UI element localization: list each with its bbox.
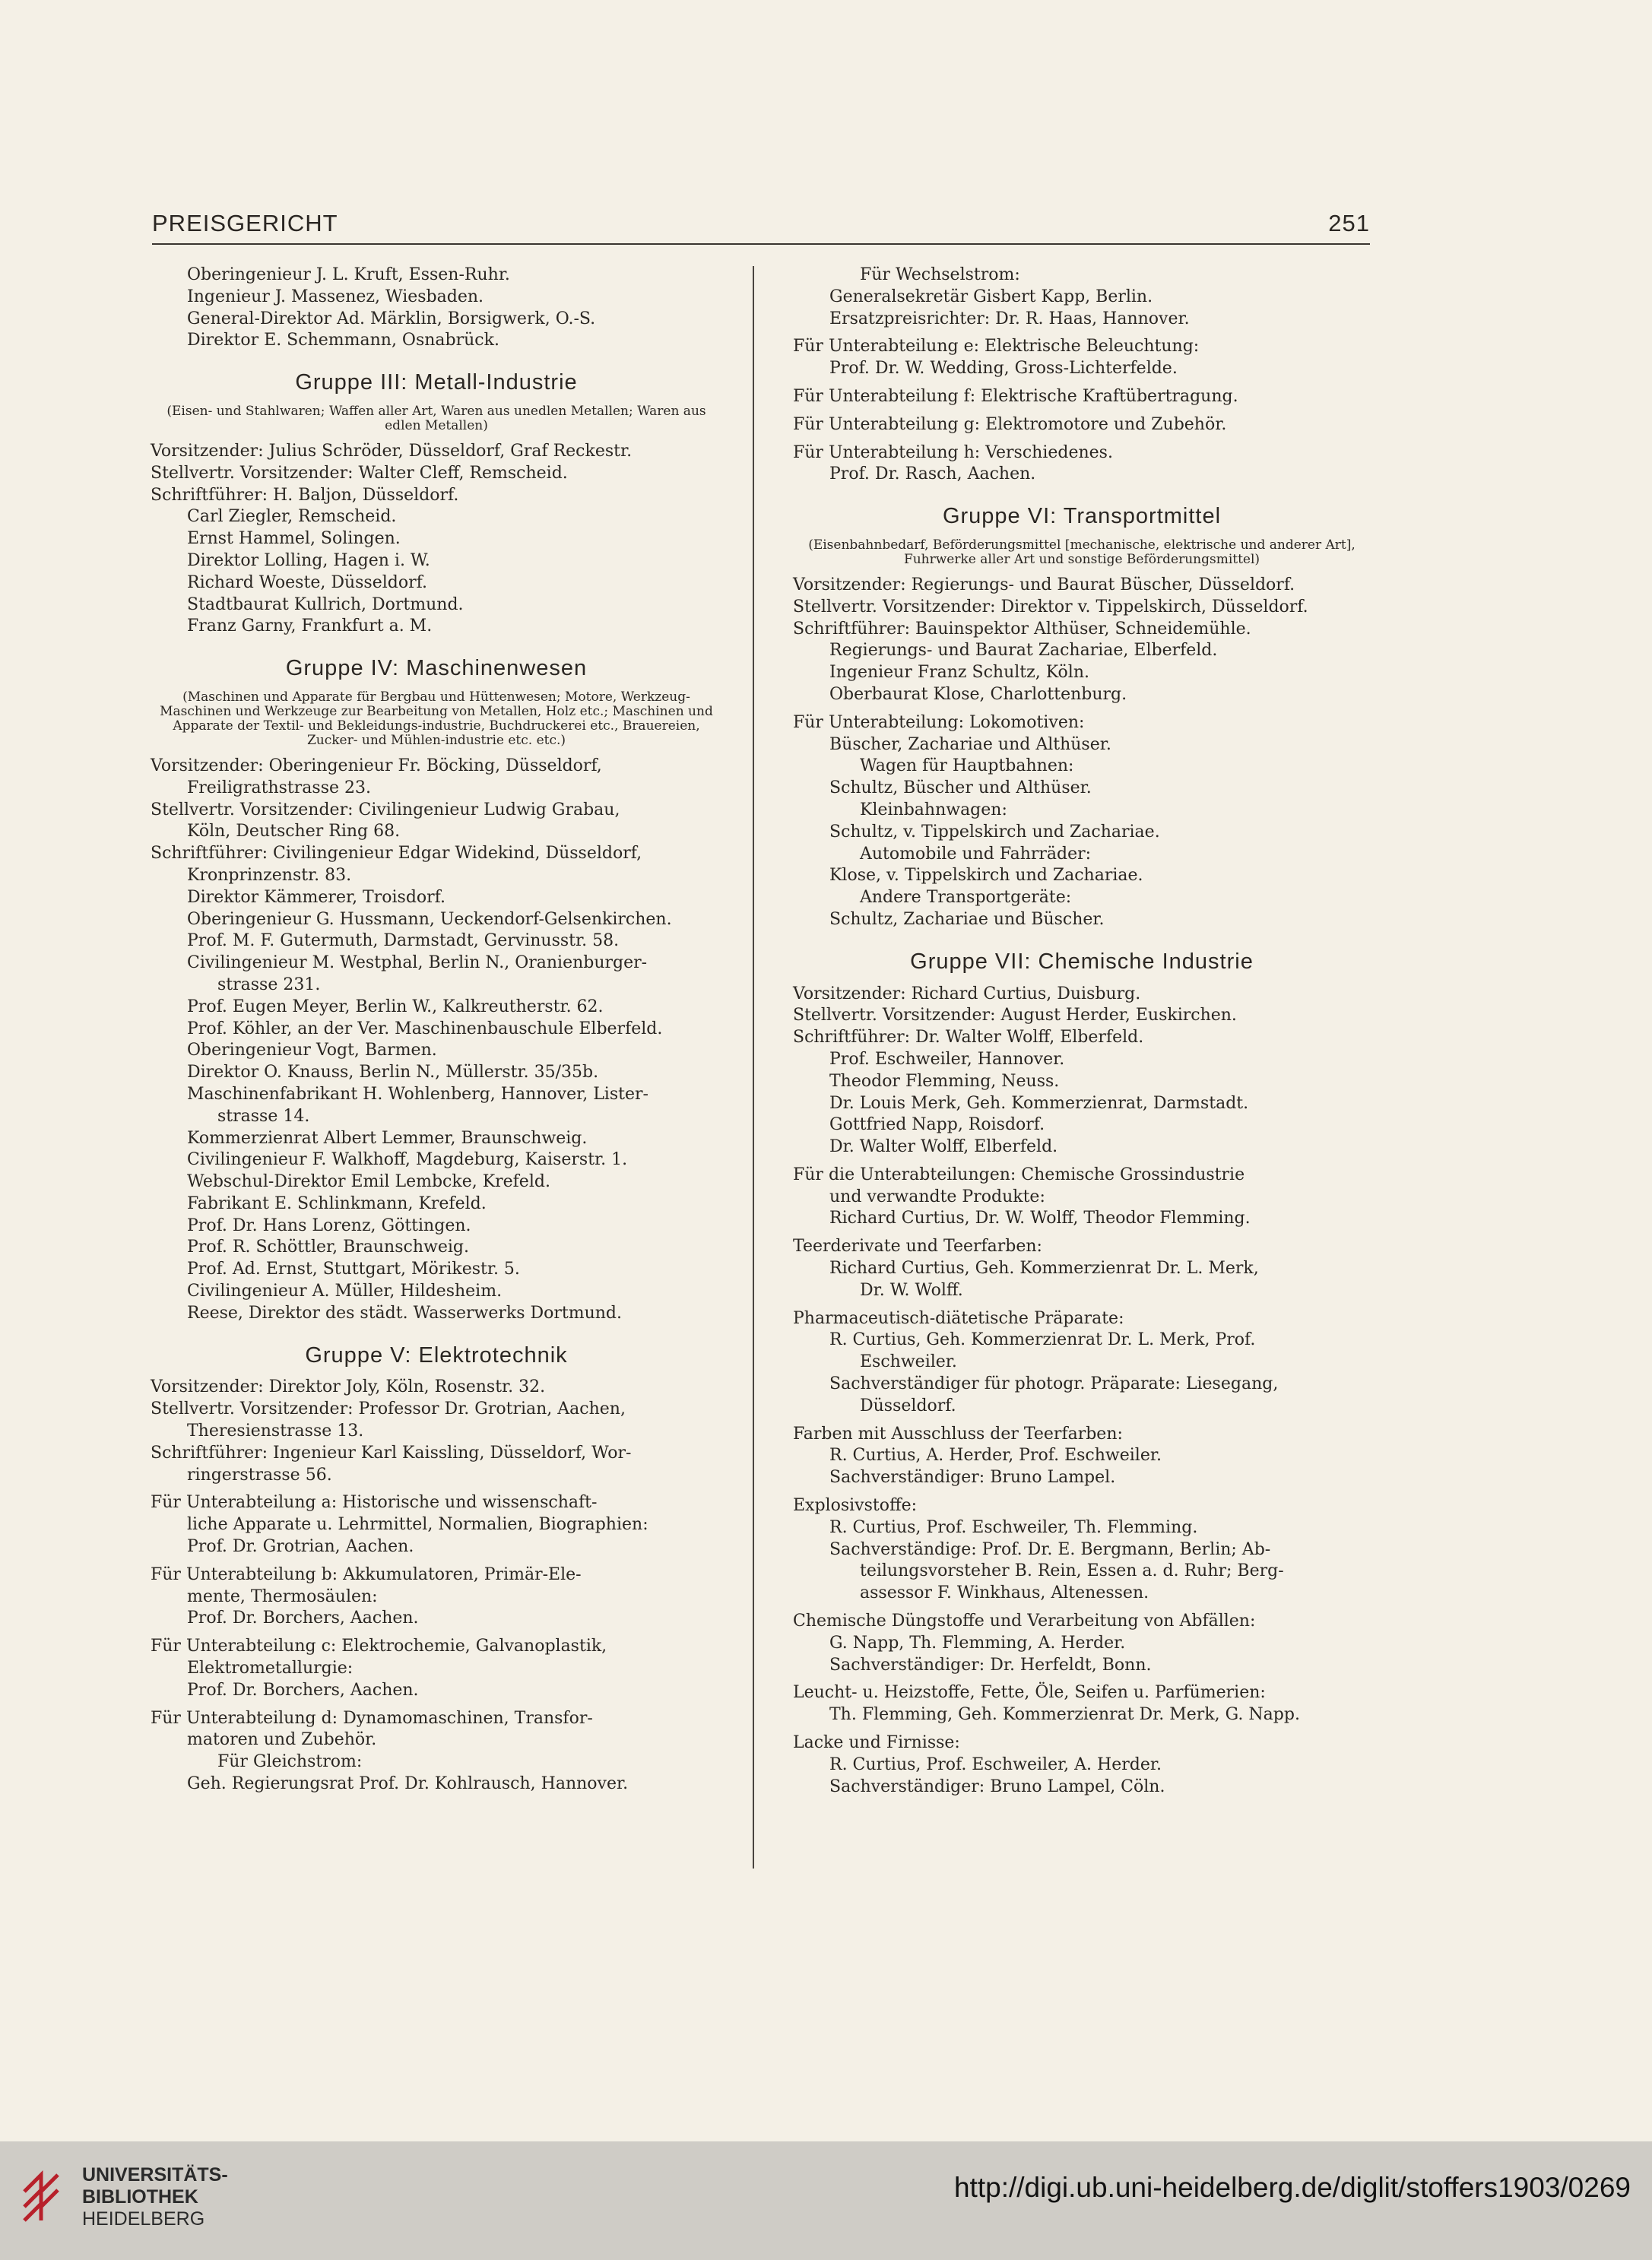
group-heading: Gruppe VI: Transportmittel	[942, 504, 1222, 529]
entry-line: Vorsitzender: Oberingenieur Fr. Böcking, Düsseldorf,	[151, 756, 602, 775]
paragraph-gap	[793, 1726, 1371, 1732]
entry-line: assessor F. Winkhaus, Altenessen.	[860, 1583, 1149, 1603]
entry-line: ringerstrasse 56.	[187, 1465, 332, 1485]
entry-line: Für Unterabteilung a: Historische und wissenschaft-	[151, 1493, 598, 1513]
group-heading: Gruppe III: Metall-Industrie	[295, 370, 578, 395]
entry-line: Köln, Deutscher Ring 68.	[187, 822, 401, 842]
entry-line: Prof. Köhler, an der Ver. Maschinenbauschule Elberfeld.	[187, 1019, 663, 1038]
entry-line: Schultz, v. Tippelskirch und Zachariae.	[829, 822, 1160, 842]
paragraph-gap	[793, 436, 1371, 442]
entry-line: Für Wechselstrom:	[860, 265, 1020, 284]
entry-line: Prof. Dr. Rasch, Aachen.	[829, 464, 1036, 484]
entry-line: Richard Curtius, Geh. Kommerzienrat Dr. L. Merk,	[829, 1259, 1259, 1279]
entry-line: R. Curtius, A. Herder, Prof. Eschweiler.	[829, 1446, 1162, 1466]
entry-line: Für Unterabteilung d: Dynamomaschinen, Transfor-	[151, 1708, 593, 1728]
page-number: 251	[1328, 210, 1370, 236]
paragraph-gap	[793, 706, 1371, 712]
entry-line: Andere Transportgeräte:	[860, 888, 1072, 908]
entry-line: Maschinenfabrikant H. Wohlenberg, Hannover, Lister-	[187, 1084, 648, 1104]
entry-line: Für Unterabteilung b: Akkumulatoren, Primär-Ele-	[151, 1564, 582, 1584]
entry-line: Chemische Düngstoffe und Verarbeitung von Abfällen:	[793, 1612, 1256, 1631]
entry-line: Dr. Walter Wolff, Elberfeld.	[829, 1137, 1058, 1157]
entry-line: Oberingenieur J. L. Kruft, Essen-Ruhr.	[187, 265, 510, 284]
entry-line: Prof. Ad. Ernst, Stuttgart, Mörikestr. 5.	[187, 1260, 520, 1279]
entry-line: Prof. Dr. Grotrian, Aachen.	[187, 1537, 414, 1557]
entry-line: Stellvertr. Vorsitzender: Civilingenieur Ludwig Grabau,	[151, 800, 620, 819]
entry-line: Pharmaceutisch-diätetische Präparate:	[793, 1308, 1124, 1328]
viewer-footer	[0, 2141, 1652, 2260]
entry-line: Prof. Dr. Hans Lorenz, Göttingen.	[187, 1216, 471, 1235]
entry-line: Vorsitzender: Regierungs- und Baurat Büscher, Düsseldorf.	[793, 575, 1295, 594]
entry-line: Ernst Hammel, Solingen.	[187, 529, 401, 549]
entry-line: Explosivstoffe:	[793, 1496, 918, 1516]
paragraph-gap	[793, 1302, 1371, 1308]
entry-line: Farben mit Ausschluss der Teerfarben:	[793, 1424, 1123, 1444]
entry-line: Direktor E. Schemmann, Osnabrück.	[187, 331, 499, 350]
entry-line: Freiligrathstrasse 23.	[187, 778, 371, 797]
entry-line: Civilingenieur M. Westphal, Berlin N., Oranienburger-	[187, 953, 648, 973]
entry-line: Fabrikant E. Schlinkmann, Krefeld.	[187, 1193, 487, 1213]
group-description: (Eisen- und Stahlwaren; Waffen aller Art, Waren aus unedlen Metallen; Waren aus edlen Metallen)	[166, 403, 706, 433]
entry-line: Vorsitzender: Direktor Joly, Köln, Rosenstr. 32.	[151, 1377, 546, 1397]
entry-line: Automobile und Fahrräder:	[860, 844, 1092, 864]
entry-line: Generalsekretär Gisbert Kapp, Berlin.	[829, 287, 1153, 306]
entry-line: Für Unterabteilung g: Elektromotore und Zubehör.	[793, 414, 1227, 434]
group-description: (Maschinen und Apparate für Bergbau und Hüttenwesen; Motore, Werkzeug-Maschinen und Werkzeuge zur Bearbeitung von Metallen, Holz etc.; Maschinen und Apparate der Textil- und Bekleidungs-industrie, Buchdruckerei etc., Brauereien, Zucker- und Mühlen-industrie etc. etc.)	[160, 689, 713, 748]
entry-line: liche Apparate u. Lehrmittel, Normalien, Biographien:	[187, 1515, 648, 1535]
entry-line: Lacke und Firnisse:	[793, 1733, 960, 1753]
entry-line: Für Unterabteilung e: Elektrische Beleuchtung:	[793, 337, 1200, 357]
entry-line: Richard Curtius, Dr. W. Wolff, Theodor Flemming.	[829, 1209, 1251, 1228]
group-description: (Eisenbahnbedarf, Beförderungsmittel [mechanische, elektrische und anderer Art], Fuhrwerke aller Art und sonstige Beförderungsmittel)	[808, 537, 1356, 567]
running-head	[152, 204, 1370, 245]
paragraph-gap	[793, 1159, 1371, 1165]
entry-line: Theresienstrasse 13.	[187, 1422, 364, 1441]
paragraph-gap	[151, 1702, 722, 1708]
entry-line: Leucht- u. Heizstoffe, Fette, Öle, Seifen u. Parfümerien:	[793, 1683, 1266, 1703]
paragraph-gap	[793, 1489, 1371, 1495]
library-line-2: BIBLIOTHEK	[82, 2186, 198, 2208]
entry-line: Oberbaurat Klose, Charlottenburg.	[829, 684, 1127, 704]
entry-line: Ingenieur J. Massenez, Wiesbaden.	[187, 287, 484, 306]
entry-line: Prof. Dr. Borchers, Aachen.	[187, 1609, 419, 1628]
library-line-3: HEIDELBERG	[82, 2208, 205, 2230]
entry-line: mente, Thermosäulen:	[187, 1586, 378, 1606]
left-column	[151, 265, 722, 1796]
entry-line: Prof. Dr. Borchers, Aachen.	[187, 1680, 419, 1700]
entry-line: Für Unterabteilung c: Elektrochemie, Galvanoplastik,	[151, 1637, 607, 1656]
entry-line: Franz Garny, Frankfurt a. M.	[187, 617, 433, 636]
entry-line: Vorsitzender: Richard Curtius, Duisburg.	[793, 984, 1141, 1003]
library-line-1: UNIVERSITÄTS-	[82, 2164, 228, 2186]
entry-line: teilungsvorsteher B. Rein, Essen a. d. Ruhr; Berg-	[860, 1561, 1284, 1581]
entry-line: Schultz, Zachariae und Büscher.	[829, 909, 1105, 929]
entry-line: Oberingenieur Vogt, Barmen.	[187, 1041, 437, 1060]
entry-line: Für die Unterabteilungen: Chemische Grossindustrie	[793, 1165, 1245, 1184]
entry-line: Prof. Eschweiler, Hannover.	[829, 1049, 1065, 1069]
entry-line: Civilingenieur F. Walkhoff, Magdeburg, Kaiserstr. 1.	[187, 1150, 628, 1170]
entry-line: matoren und Zubehör.	[187, 1730, 377, 1750]
entry-line: Ingenieur Franz Schultz, Köln.	[829, 663, 1089, 683]
entry-line: Düsseldorf.	[860, 1396, 956, 1415]
entry-line: Sachverständiger für photogr. Präparate: Liesegang,	[829, 1374, 1279, 1394]
paragraph-gap	[151, 1486, 722, 1492]
entry-line: Stellvertr. Vorsitzender: Walter Cleff, Remscheid.	[151, 463, 568, 483]
group-heading: Gruppe VII: Chemische Industrie	[910, 949, 1254, 974]
entry-line: Eschweiler.	[860, 1352, 957, 1372]
entry-line: Prof. Eugen Meyer, Berlin W., Kalkreutherstr. 62.	[187, 997, 604, 1016]
entry-line: General-Direktor Ad. Märklin, Borsigwerk, O.-S.	[187, 309, 596, 328]
group-heading: Gruppe IV: Maschinenwesen	[285, 656, 588, 681]
entry-line: R. Curtius, Prof. Eschweiler, A. Herder.	[829, 1754, 1162, 1774]
entry-line: Elektrometallurgie:	[187, 1659, 354, 1678]
paragraph-gap	[151, 1630, 722, 1636]
entry-line: Direktor O. Knauss, Berlin N., Müllerstr. 35/35b.	[187, 1063, 599, 1082]
entry-line: Dr. Louis Merk, Geh. Kommerzienrat, Darmstadt.	[829, 1093, 1249, 1113]
entry-line: und verwandte Produkte:	[829, 1187, 1045, 1206]
entry-line: Teerderivate und Teerfarben:	[793, 1237, 1042, 1257]
paragraph-gap	[793, 1418, 1371, 1424]
entry-line: Direktor Lolling, Hagen i. W.	[187, 550, 430, 570]
entry-line: Für Unterabteilung f: Elektrische Kraftübertragung.	[793, 386, 1238, 406]
entry-line: Theodor Flemming, Neuss.	[829, 1071, 1060, 1091]
entry-line: Prof. Dr. W. Wedding, Gross-Lichterfelde.	[829, 359, 1178, 379]
entry-line: Schriftführer: Civilingenieur Edgar Widekind, Düsseldorf,	[151, 844, 642, 864]
entry-line: R. Curtius, Geh. Kommerzienrat Dr. L. Merk, Prof.	[829, 1330, 1256, 1350]
entry-line: Stadtbaurat Kullrich, Dortmund.	[187, 594, 464, 614]
entry-line: Webschul-Direktor Emil Lembcke, Krefeld.	[187, 1172, 550, 1192]
entry-line: strasse 14.	[217, 1106, 310, 1126]
entry-line: Reese, Direktor des städt. Wasserwerks Dortmund.	[187, 1303, 623, 1323]
entry-line: Schriftführer: H. Baljon, Düsseldorf.	[151, 485, 459, 505]
entry-line: Kommerzienrat Albert Lemmer, Braunschweig.	[187, 1128, 588, 1148]
entry-line: Stellvertr. Vorsitzender: Professor Dr. Grotrian, Aachen,	[151, 1399, 626, 1419]
group-heading: Gruppe V: Elektrotechnik	[305, 1342, 568, 1368]
entry-line: Prof. M. F. Gutermuth, Darmstadt, Gervinusstr. 58.	[187, 931, 620, 951]
entry-line: strasse 231.	[217, 975, 321, 994]
entry-line: Für Unterabteilung: Lokomotiven:	[793, 712, 1085, 732]
entry-line: Civilingenieur A. Müller, Hildesheim.	[187, 1282, 503, 1301]
entry-line: Büscher, Zachariae und Althüser.	[829, 734, 1111, 754]
entry-line: R. Curtius, Prof. Eschweiler, Th. Flemming.	[829, 1517, 1198, 1537]
entry-line: Stellvertr. Vorsitzender: Direktor v. Tippelskirch, Düsseldorf.	[793, 597, 1308, 617]
entry-line: Für Unterabteilung h: Verschiedenes.	[793, 442, 1113, 462]
paragraph-gap	[793, 380, 1371, 386]
entry-line: Schriftführer: Bauinspektor Althüser, Schneidemühle.	[793, 619, 1251, 639]
entry-line: Dr. W. Wolff.	[860, 1280, 963, 1300]
entry-line: Wagen für Hauptbahnen:	[860, 756, 1074, 776]
paragraph-gap	[793, 330, 1371, 336]
entry-line: Sachverständiger: Bruno Lampel, Cöln.	[829, 1777, 1165, 1796]
ub-heidelberg-logo-icon[interactable]	[18, 2161, 65, 2222]
entry-line: Th. Flemming, Geh. Kommerzienrat Dr. Merk, G. Napp.	[829, 1705, 1300, 1725]
right-column	[793, 265, 1371, 1798]
library-name[interactable]	[82, 2164, 228, 2230]
entry-line: Schultz, Büscher und Althüser.	[829, 778, 1092, 798]
entry-line: Sachverständiger: Bruno Lampel.	[829, 1468, 1116, 1488]
entry-line: Carl Ziegler, Remscheid.	[187, 507, 397, 527]
entry-line: Sachverständige: Prof. Dr. E. Bergmann, Berlin; Ab-	[829, 1539, 1271, 1559]
entry-line: Schriftführer: Ingenieur Karl Kaissling, Düsseldorf, Wor-	[151, 1443, 632, 1463]
paragraph-gap	[793, 1676, 1371, 1682]
entry-line: Gottfried Napp, Roisdorf.	[829, 1115, 1045, 1135]
entry-line: Direktor Kämmerer, Troisdorf.	[187, 887, 446, 907]
paragraph-gap	[793, 408, 1371, 414]
entry-line: Klose, v. Tippelskirch und Zachariae.	[829, 866, 1143, 886]
entry-line: Für Gleichstrom:	[217, 1752, 363, 1772]
entry-line: Richard Woeste, Düsseldorf.	[187, 572, 427, 592]
permalink-url[interactable]: http://digi.ub.uni-heidelberg.de/diglit/stoffers1903/0269	[953, 2172, 1631, 2203]
paragraph-gap	[793, 1230, 1371, 1236]
entry-line: Kleinbahnwagen:	[860, 800, 1007, 819]
entry-line: Oberingenieur G. Hussmann, Ueckendorf-Gelsenkirchen.	[187, 909, 672, 929]
entry-line: Regierungs- und Baurat Zachariae, Elberfeld.	[829, 641, 1218, 661]
paragraph-gap	[151, 1558, 722, 1564]
entry-line: Prof. R. Schöttler, Braunschweig.	[187, 1238, 469, 1257]
entry-line: Ersatzpreisrichter: Dr. R. Haas, Hannover.	[829, 309, 1190, 328]
entry-line: Sachverständiger: Dr. Herfeldt, Bonn.	[829, 1655, 1152, 1675]
paragraph-gap	[793, 1605, 1371, 1611]
entry-line: Vorsitzender: Julius Schröder, Düsseldorf, Graf Reckestr.	[151, 441, 633, 461]
page-title: PREISGERICHT	[152, 210, 338, 236]
entry-line: Kronprinzenstr. 83.	[187, 865, 352, 885]
column-divider	[753, 266, 754, 1869]
entry-line: Schriftführer: Dr. Walter Wolff, Elberfeld.	[793, 1028, 1144, 1048]
entry-line: Geh. Regierungsrat Prof. Dr. Kohlrausch, Hannover.	[187, 1774, 629, 1794]
entry-line: Stellvertr. Vorsitzender: August Herder, Euskirchen.	[793, 1006, 1237, 1025]
entry-line: G. Napp, Th. Flemming, A. Herder.	[829, 1633, 1126, 1653]
